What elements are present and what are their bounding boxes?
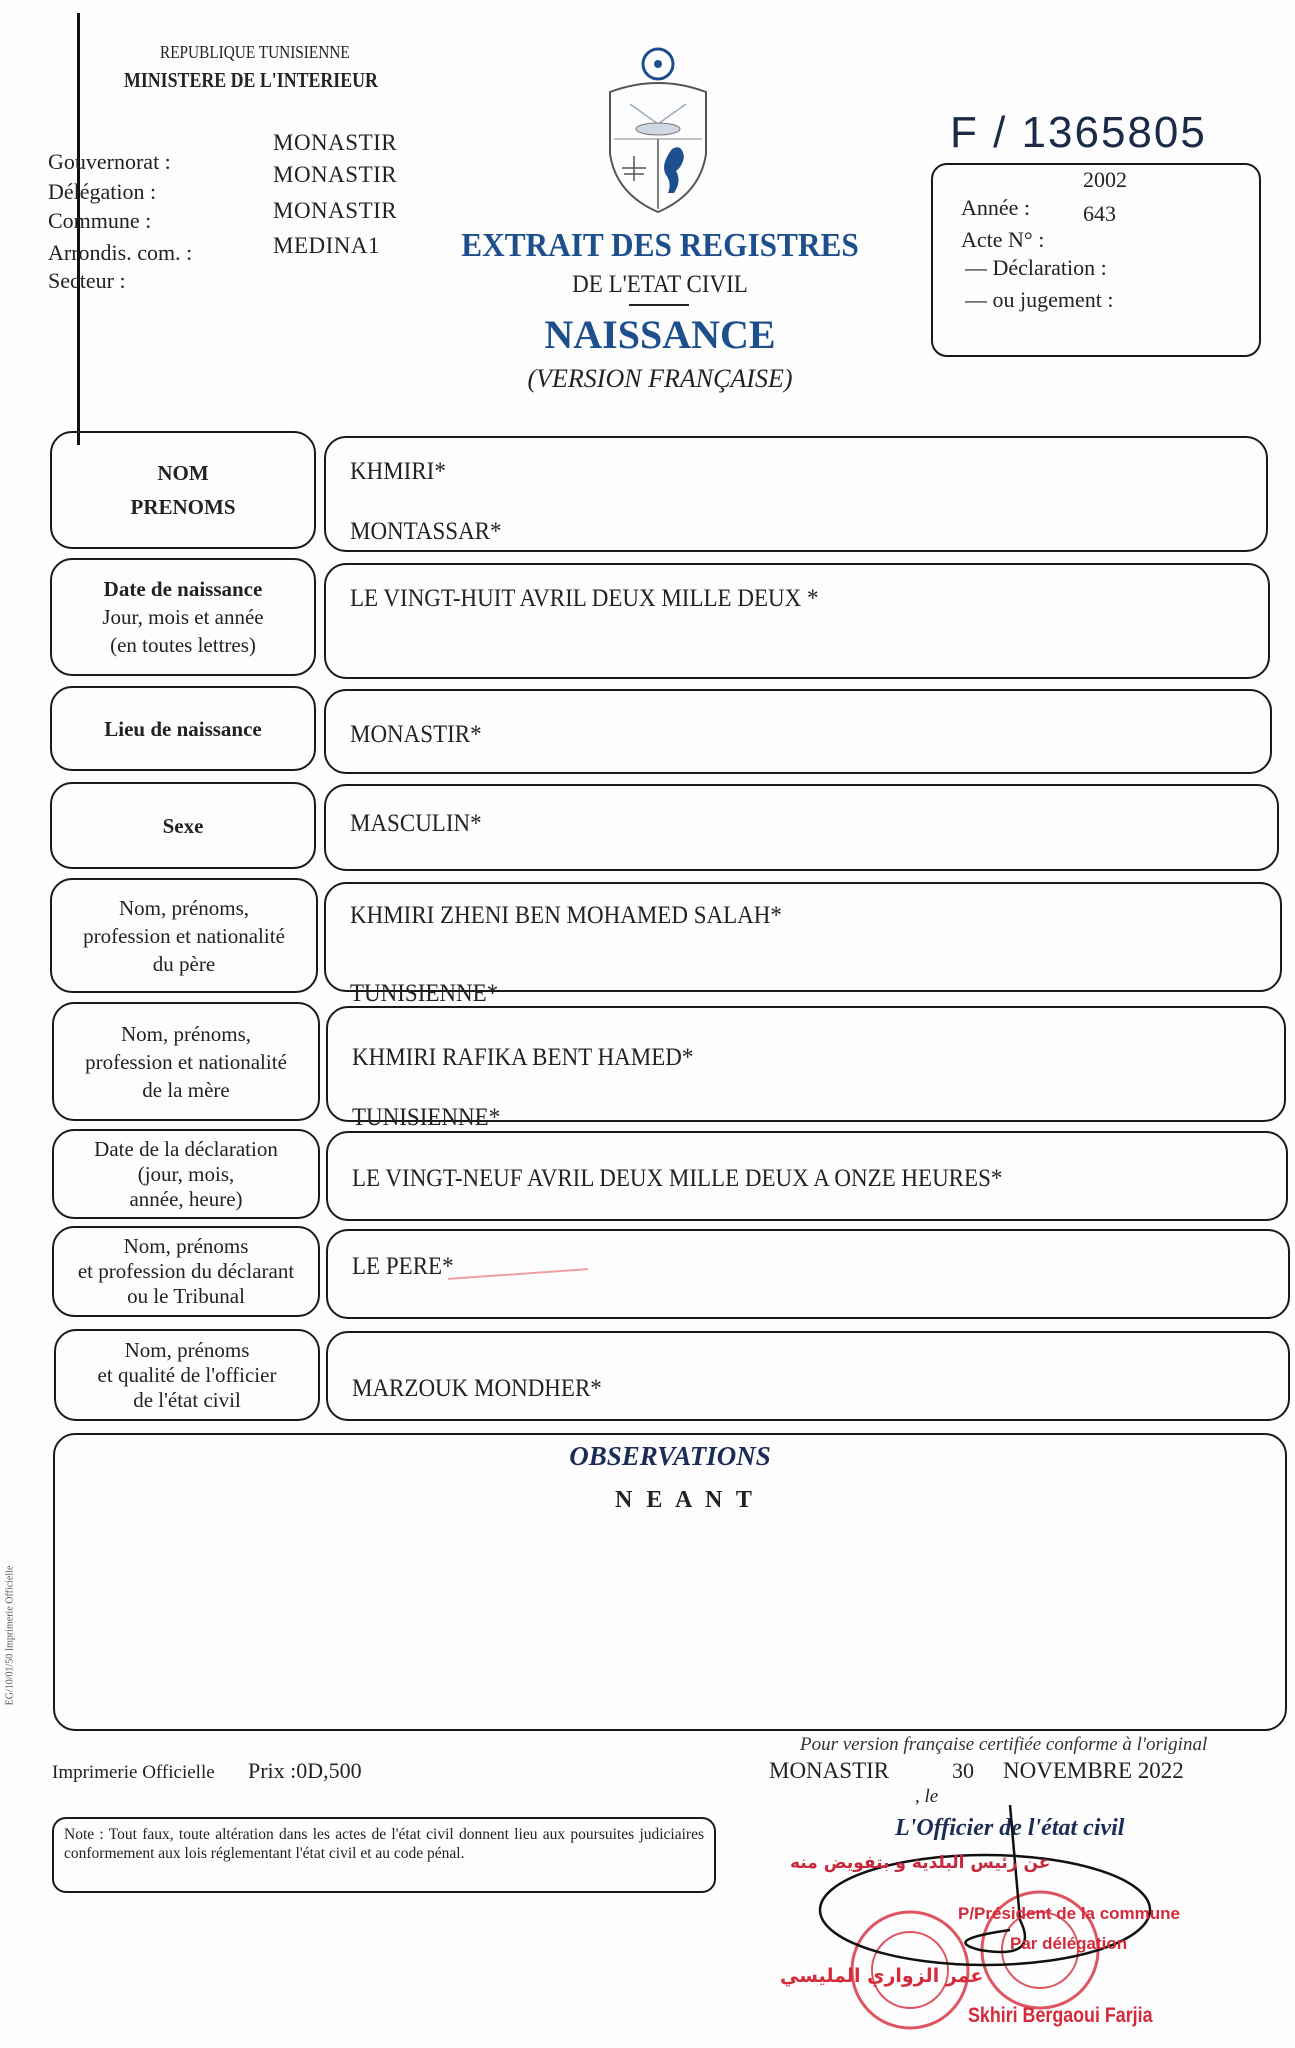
- le-label: , le: [915, 1786, 939, 1807]
- value-lieu-naissance: [324, 689, 1272, 774]
- label-sexe: [50, 782, 316, 869]
- value-nom-prenoms: [324, 436, 1268, 552]
- jugement-label: — ou jugement :: [965, 287, 1114, 312]
- label-line: année, heure): [129, 1186, 243, 1211]
- mere-name-value: KHMIRI RAFIKA BENT HAMED*: [352, 1044, 694, 1071]
- label-line: profession et nationalité: [83, 923, 285, 948]
- price-label: Prix :0D,500: [248, 1758, 362, 1783]
- label-line: PRENOMS: [130, 495, 236, 519]
- printer-label: Imprimerie Officielle: [52, 1762, 215, 1783]
- field-label-secteur: Secteur :: [48, 268, 126, 293]
- document-type: NAISSANCE: [544, 312, 776, 357]
- field-label-arrondissement: Arrondis. com. :: [48, 240, 193, 265]
- date-naissance-value: LE VINGT-HUIT AVRIL DEUX MILLE DEUX *: [350, 585, 819, 612]
- value-declarant: [326, 1229, 1290, 1319]
- pere-name-value: KHMIRI ZHENI BEN MOHAMED SALAH*: [350, 902, 782, 929]
- republic-label: REPUBLIQUE TUNISIENNE: [160, 42, 350, 62]
- label-line: Sexe: [162, 813, 204, 838]
- date-declaration-value: LE VINGT-NEUF AVRIL DEUX MILLE DEUX A ONZE HEURES*: [352, 1165, 1003, 1192]
- acte-value: 643: [1083, 201, 1116, 226]
- label-line: (jour, mois,: [137, 1161, 235, 1186]
- field-label-gouvernorat: Gouvernorat :: [48, 149, 171, 174]
- side-print: EG/10/01/50 Imprimerie Officielle: [4, 1565, 16, 1706]
- field-value-arrondissement: MEDINA1: [273, 233, 380, 258]
- stamp-delegation-line2: Par délégation: [1010, 1934, 1128, 1953]
- label-nom-prenoms: [50, 431, 316, 549]
- date-day: 30: [952, 1758, 974, 1783]
- label-line: du père: [152, 951, 216, 976]
- field-label-commune: Commune :: [48, 208, 152, 233]
- note-box: [52, 1817, 716, 1893]
- stamp-arabic-name: عمر الزواري المليسي: [780, 1965, 984, 1987]
- value-mere: [326, 1006, 1286, 1131]
- note-text: Note : Tout faux, toute altération dans les actes de l'état civil donnent lieu aux poursuites judiciaires conformement aux lois réglementant l'état civil et au code pénal.: [64, 1826, 704, 1862]
- stamp-delegation-line1: P/Président de la commune: [958, 1904, 1181, 1923]
- label-date-naissance: [50, 558, 316, 676]
- label-line: Lieu de naissance: [104, 716, 262, 741]
- label-lieu-naissance: [50, 686, 316, 771]
- lieu-naissance-value: MONASTIR*: [350, 721, 482, 748]
- stamp-arabic-text: عن رئيس البلدية و بتفويض منه: [790, 1853, 1051, 1873]
- pere-nationality-value: TUNISIENNE*: [350, 980, 499, 1007]
- label-line: Date de la déclaration: [94, 1136, 278, 1161]
- field-value-commune: MONASTIR: [273, 198, 398, 223]
- officier-value: MARZOUK MONDHER*: [352, 1375, 602, 1402]
- acte-box: [931, 163, 1261, 357]
- observations-value: N E A N T: [615, 1487, 756, 1513]
- label-line: de l'état civil: [133, 1387, 241, 1412]
- nom-value: KHMIRI*: [350, 458, 446, 485]
- label-line: Nom, prénoms,: [118, 895, 250, 920]
- label-date-declaration: [52, 1129, 320, 1219]
- label-line: (en toutes lettres): [110, 633, 256, 657]
- value-date-naissance: [324, 563, 1270, 679]
- serial-number: F / 1365805: [950, 108, 1207, 157]
- prenom-value: MONTASSAR*: [350, 518, 502, 545]
- label-line: NOM: [157, 461, 209, 485]
- version-label: (VERSION FRANÇAISE): [527, 364, 793, 393]
- value-sexe: [324, 784, 1279, 871]
- value-pere: [324, 882, 1282, 1007]
- field-value-gouvernorat: MONASTIR: [273, 130, 398, 155]
- signatory-name: Skhiri Bergaoui Farjia: [968, 2004, 1153, 2027]
- red-pen-mark: [448, 1268, 588, 1280]
- document-title: EXTRAIT DES REGISTRES: [461, 227, 859, 264]
- observations-box: [53, 1433, 1287, 1731]
- label-declarant: [52, 1226, 320, 1317]
- ministry-label: MINISTERE DE L'INTERIEUR: [124, 68, 378, 92]
- label-line: Nom, prénoms: [124, 1337, 250, 1362]
- mere-nationality-value: TUNISIENNE*: [352, 1104, 501, 1131]
- officer-title: L'Officier de l'état civil: [895, 1815, 1125, 1841]
- label-line: Nom, prénoms,: [120, 1021, 252, 1046]
- date-month-year: NOVEMBRE 2022: [1003, 1758, 1184, 1783]
- value-date-declaration: [326, 1131, 1288, 1221]
- value-officier: [326, 1331, 1290, 1421]
- label-line: Date de naissance: [103, 577, 263, 601]
- label-line: ou le Tribunal: [127, 1284, 245, 1308]
- sexe-value: MASCULIN*: [350, 810, 482, 837]
- label-line: Jour, mois et année: [102, 605, 264, 629]
- label-line: profession et nationalité: [85, 1049, 287, 1074]
- certified-text: Pour version française certifiée conforme à l'original: [800, 1734, 1208, 1755]
- annee-label: Année :: [961, 195, 1031, 220]
- acte-label: Acte N° :: [961, 227, 1045, 252]
- place-label: MONASTIR: [769, 1758, 890, 1783]
- tunisia-emblem-icon: [600, 44, 715, 214]
- field-value-delegation: MONASTIR: [273, 162, 398, 187]
- label-line: et profession du déclarant: [77, 1259, 295, 1283]
- label-line: Nom, prénoms: [123, 1234, 249, 1258]
- label-line: de la mère: [142, 1077, 230, 1102]
- declarant-value: LE PERE*: [352, 1253, 454, 1280]
- label-line: et qualité de l'officier: [97, 1362, 277, 1387]
- title-divider: [629, 304, 689, 306]
- label-mere: [52, 1002, 320, 1121]
- declaration-label: — Déclaration :: [965, 255, 1107, 280]
- label-officier: [54, 1329, 320, 1421]
- observations-title: OBSERVATIONS: [569, 1441, 771, 1471]
- field-label-delegation: Délégation :: [48, 179, 157, 204]
- annee-value: 2002: [1083, 167, 1127, 192]
- document-subtitle: DE L'ETAT CIVIL: [572, 271, 748, 298]
- label-pere: [50, 878, 318, 993]
